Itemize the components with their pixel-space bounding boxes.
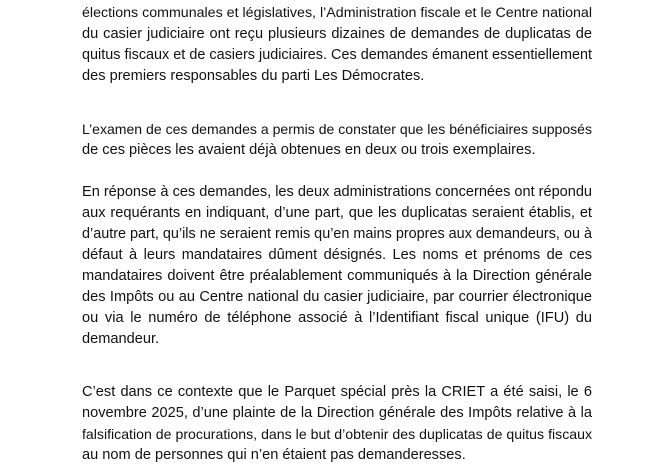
- text-line: élections communales et législatives, l’Administration fiscale et le Centre national: [82, 5, 592, 21]
- text-line: novembre 2025, d’une plainte de la Direction générale des Impôts relative à la: [82, 405, 592, 421]
- text-line: ou via le numéro de téléphone associé à l’Identifiant fiscal unique (IFU) du: [82, 310, 592, 326]
- text-line: du casier judiciaire ont reçu plusieurs dizaines de demandes de duplicatas de: [82, 26, 592, 42]
- text-line: En réponse à ces demandes, les deux administrations concernées ont répondu: [82, 184, 592, 200]
- text-line: défaut à leurs mandataires dûment désignés. Les noms et prénoms de ces: [82, 247, 592, 263]
- text-line: d’autre part, qu’ils ne seraient remis qu’en mains propres aux demandeurs, ou à: [82, 226, 592, 242]
- paragraph-elections-requests: [82, 3, 592, 87]
- text-line: mandataires doivent être préalablement communiqués à la Direction générale: [82, 268, 592, 284]
- text-line: C’est dans ce contexte que le Parquet spécial près la CRIET a été saisi, le 6: [82, 384, 592, 400]
- text-line: des premiers responsables du parti Les Démocrates.: [82, 68, 425, 84]
- text-line: demandeur.: [82, 331, 160, 347]
- text-line: des Impôts ou au Centre national du casier judiciaire, par courrier électronique: [82, 289, 592, 305]
- text-line: quitus fiscaux et de casiers judiciaires. Ces demandes émanent essentiellement: [82, 47, 592, 63]
- text-line: aux requérants en indiquant, d’une part, que les duplicatas seraient établis, et: [82, 205, 592, 221]
- text-line: falsification de procurations, dans le but d’obtenir des duplicatas de quitus fiscaux: [82, 426, 592, 442]
- text-line: au nom de personnes qui n’en étaient pas demanderesses.: [82, 447, 466, 463]
- paragraph-criet-complaint: [82, 382, 592, 466]
- text-line: L’examen de ces demandes a permis de constater que les bénéficiaires supposés: [82, 121, 592, 137]
- paragraph-examination: [82, 119, 592, 161]
- paragraph-administration-response: [82, 182, 592, 350]
- text-line: de ces pièces les avaient déjà obtenues en deux ou trois exemplaires.: [82, 142, 536, 158]
